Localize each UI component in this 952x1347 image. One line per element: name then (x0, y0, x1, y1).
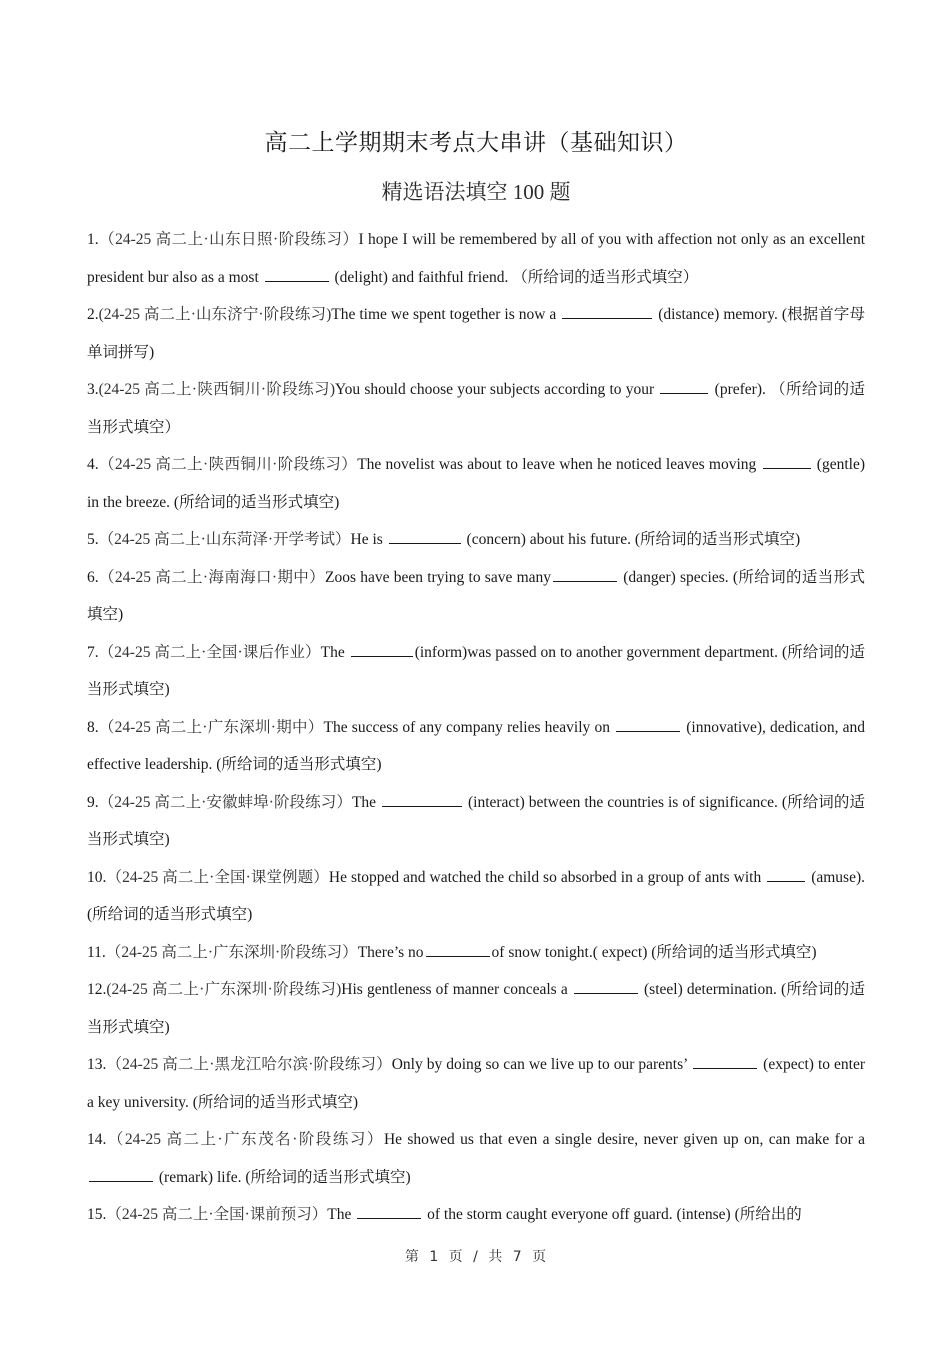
question-list (87, 221, 865, 1234)
question-number: 6. (87, 568, 99, 586)
answer-blank[interactable] (265, 267, 329, 282)
question-source: （24-25 高二上·广东茂名·阶段练习） (106, 1131, 384, 1148)
question-text-after: (remark) life. (所给词的适当形式填空) (155, 1168, 411, 1186)
question-number: 5. (87, 531, 99, 548)
question-source: (24-25 高二上·广东深圳·阶段练习) (106, 981, 342, 998)
question-source: （24-25 高二上·海南海口·期中） (98, 568, 325, 586)
question-text-after: (innovative), dedication, and effective leadership. (所给词的适当形式填空) (87, 718, 865, 773)
question-item (87, 1196, 865, 1234)
question-text-before: Zoos have been trying to save many (325, 568, 552, 586)
question-item (87, 371, 865, 446)
question-item (87, 784, 865, 859)
answer-blank[interactable] (553, 567, 617, 582)
question-text-before: The time we spent together is now a (331, 306, 561, 323)
page-title: 高二上学期期末考点大串讲（基础知识） (264, 130, 688, 155)
question-item (87, 709, 865, 784)
answer-blank[interactable] (389, 529, 461, 544)
answer-blank[interactable] (89, 1167, 153, 1182)
question-source: (24-25 高二上·陕西铜川·阶段练习) (98, 381, 336, 398)
question-text-after: (amuse).(所给词的适当形式填空) (87, 868, 866, 923)
answer-blank[interactable] (351, 642, 413, 657)
page-number-footer: 第 1 页 / 共 7 页 (404, 1249, 548, 1265)
question-number: 11. (87, 943, 106, 961)
answer-blank[interactable] (767, 867, 805, 882)
question-text-after: of snow tonight.( expect) (所给词的适当形式填空) (491, 943, 817, 961)
question-number: 13. (87, 1056, 107, 1073)
answer-blank[interactable] (763, 454, 811, 469)
question-item (87, 446, 865, 521)
question-number: 12. (87, 981, 107, 998)
question-number: 8. (87, 718, 99, 736)
answer-blank[interactable] (382, 792, 462, 807)
question-item (87, 296, 865, 371)
question-text-after: (prefer). （所给词的适当形式填空） (87, 381, 865, 436)
question-text-before: You should choose your subjects according to your (335, 381, 659, 398)
question-source: （24-25 高二上·全国·课堂例题） (106, 868, 329, 886)
question-text-before: He showed us that even a single desire, never given up on, can make for a (383, 1131, 865, 1148)
question-source: （24-25 高二上·安徽蚌埠·阶段练习） (98, 793, 352, 811)
question-text-after: of the storm caught everyone off guard. (intense) (所给出的 (423, 1206, 802, 1223)
question-text-before: The novelist was about to leave when he noticed leaves moving (357, 456, 761, 473)
question-source: (24-25 高二上·山东济宁·阶段练习) (98, 306, 332, 323)
question-text-before: There’s no (357, 943, 424, 961)
question-item (87, 559, 865, 634)
answer-blank[interactable] (357, 1204, 421, 1219)
question-source: （24-25 高二上·陕西铜川·阶段练习） (98, 456, 358, 473)
question-item (87, 521, 865, 559)
question-item (87, 221, 865, 296)
question-number: 10. (87, 868, 107, 886)
question-item (87, 1121, 865, 1196)
question-text-after: (distance) memory. (根据首字母单词拼写) (87, 306, 865, 361)
question-source: （24-25 高二上·全国·课后作业） (98, 643, 321, 661)
page-subtitle: 精选语法填空 100 题 (381, 180, 571, 204)
question-source: （24-25 高二上·全国·课前预习） (106, 1206, 328, 1223)
question-text-before: He stopped and watched the child so absorbed in a group of ants with (328, 868, 766, 886)
answer-blank[interactable] (426, 942, 490, 957)
question-text-after: (concern) about his future. (所给词的适当形式填空) (462, 531, 801, 548)
question-number: 2. (87, 306, 99, 323)
question-text-before: I hope I will be remembered by all of you with affection not only as an excellent president bur also as a most (87, 231, 865, 286)
question-item (87, 634, 865, 709)
question-text-before: His gentleness of manner conceals a (341, 981, 572, 998)
question-text-before: He is (350, 531, 387, 548)
answer-blank[interactable] (574, 979, 638, 994)
question-number: 1. (87, 231, 99, 248)
question-item (87, 1046, 865, 1121)
question-item (87, 934, 865, 972)
question-text-after: (danger) species. (所给词的适当形式填空) (87, 568, 865, 623)
answer-blank[interactable] (562, 304, 652, 319)
answer-blank[interactable] (616, 717, 680, 732)
question-item (87, 859, 865, 934)
question-text-after: (expect) to enter a key university. (所给词的适当形式填空) (87, 1056, 865, 1111)
question-number: 4. (87, 456, 99, 473)
question-source: （24-25 高二上·广东深圳·阶段练习） (105, 943, 358, 961)
question-source: （24-25 高二上·山东菏泽·开学考试） (98, 531, 351, 548)
question-source: （24-25 高二上·黑龙江哈尔滨·阶段练习） (106, 1056, 392, 1073)
question-number: 14. (87, 1131, 107, 1148)
question-text-before: The success of any company relies heavily on (323, 718, 615, 736)
question-number: 9. (87, 793, 99, 811)
question-source: （24-25 高二上·山东日照·阶段练习） (98, 231, 359, 248)
question-text-after: (interact) between the countries is of significance. (所给词的适当形式填空) (87, 793, 865, 848)
question-text-after: (inform)was passed on to another government department. (所给词的适当形式填空) (87, 643, 865, 698)
question-text-after: (delight) and faithful friend. （所给词的适当形式填空） (330, 268, 699, 286)
question-text-before: The (320, 643, 349, 661)
question-text-after: (gentle) in the breeze. (所给词的适当形式填空) (87, 456, 865, 511)
question-source: （24-25 高二上·广东深圳·期中） (98, 718, 324, 736)
question-text-before: The (327, 1206, 356, 1223)
question-text-before: The (351, 793, 381, 811)
question-text-before: Only by doing so can we live up to our parents’ (391, 1056, 692, 1073)
question-number: 15. (87, 1206, 107, 1223)
question-text-after: (steel) determination. (所给词的适当形式填空) (87, 981, 865, 1036)
answer-blank[interactable] (693, 1054, 757, 1069)
answer-blank[interactable] (660, 379, 708, 394)
question-number: 3. (87, 381, 99, 398)
question-number: 7. (87, 643, 99, 661)
question-item (87, 971, 865, 1046)
